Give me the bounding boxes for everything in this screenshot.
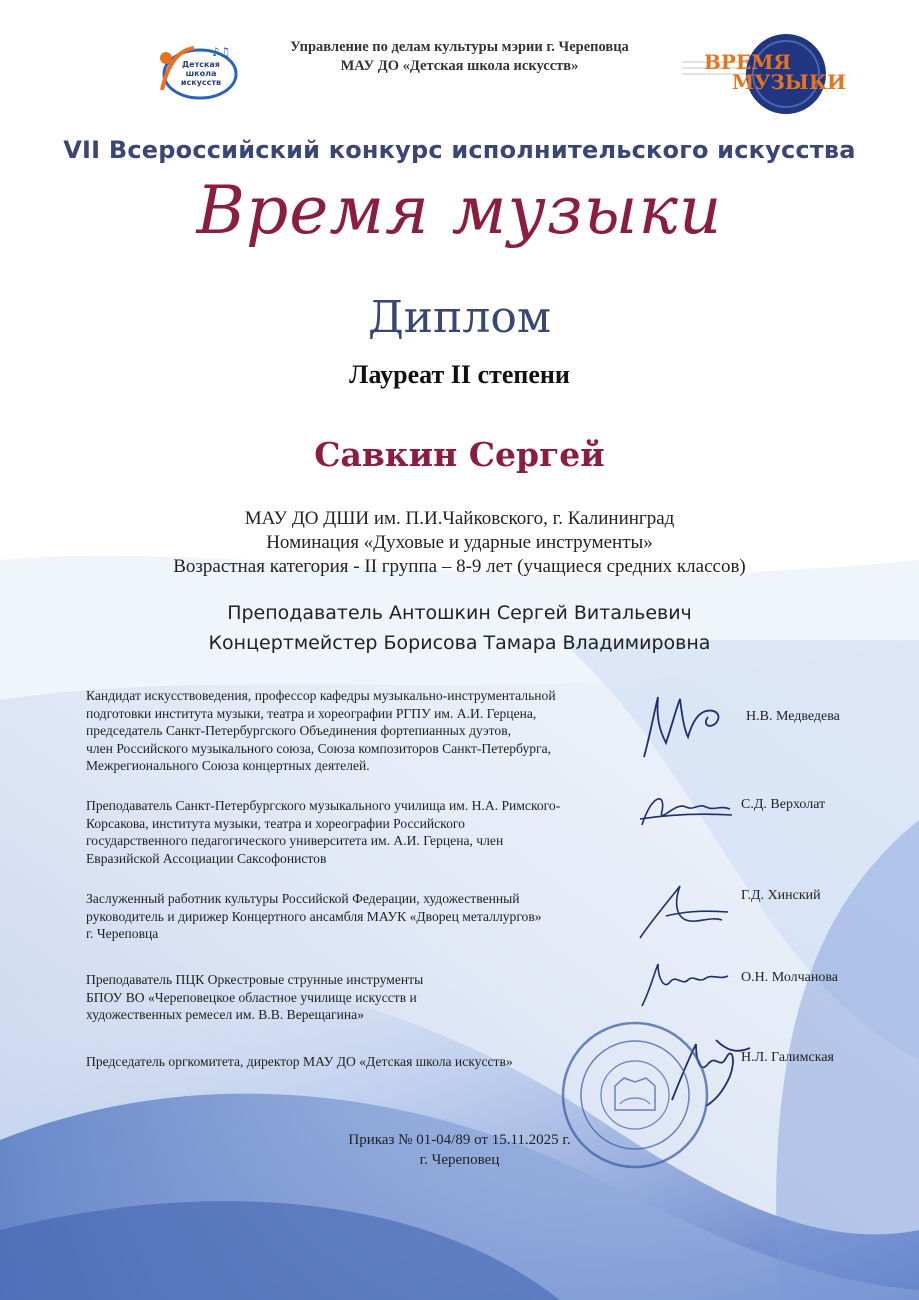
participant-info (0, 507, 919, 579)
signature-1 (636, 685, 736, 765)
school-logo-text: Детская школа искусств (180, 60, 222, 87)
order-reference (0, 1130, 919, 1170)
jury-name-2: С.Д. Верхолат (741, 797, 826, 812)
signature-3 (636, 876, 736, 946)
participant-name: Савкин Сергей (314, 435, 605, 474)
svg-text:♪♫: ♪♫ (212, 45, 231, 59)
jury-name-1: Н.В. Медведева (746, 709, 840, 724)
accompanist-line: Концертмейстер Борисова Тамара Владимировна (208, 632, 711, 654)
order-number: Приказ № 01-04/89 от 15.11.2025 г. (348, 1132, 571, 1148)
school-line: МАУ ДО ДШИ им. П.И.Чайковского, г. Калининград (244, 508, 675, 529)
order-city: г. Череповец (419, 1152, 500, 1168)
jury-name-3: Г.Д. Хинский (741, 888, 821, 903)
event-logo-text: ВРЕМЯ МУЗЫКИ (704, 50, 846, 94)
jury-description-4: Преподаватель ПЦК Оркестровые струнные инструменты БПОУ ВО «Череповецкое областное училище искусств и художественных ремесел им. В.В. Верещагина» (86, 972, 424, 1022)
organizer-header (0, 38, 919, 76)
jury-name-4: О.Н. Молчанова (741, 970, 839, 985)
jury-name-5: Н.Л. Галимская (741, 1050, 834, 1065)
signature-2 (636, 785, 736, 835)
organizer-line-1: Управление по делам культуры мэрии г. Череповца (290, 39, 629, 55)
jury-description-3: Заслуженный работник культуры Российской Федерации, художественный руководитель и дирижер Концертного ансамбля МАУК «Дворец металлургов» г. Череповца (86, 891, 542, 941)
jury-description-2: Преподаватель Санкт-Петербургского музыкального училища им. Н.А. Римского- Корсакова, института музыки, театра и хореографии Российского государственного педагогического университета им. А.И. Герцена, член Евразийской Ассоциации Саксофонистов (86, 798, 561, 866)
teacher-line: Преподаватель Антошкин Сергей Витальевич (227, 602, 692, 624)
contest-title: VII Всероссийский конкурс исполнительского искусства (63, 136, 856, 164)
nomination-line: Номинация «Духовые и ударные инструменты» (266, 532, 653, 553)
jury-description-5: Председатель оргкомитета, директор МАУ ДО «Детская школа искусств» (86, 1054, 513, 1069)
teachers-block (0, 598, 919, 658)
event-name: Время музыки (196, 172, 723, 249)
organizer-line-2: МАУ ДО «Детская школа искусств» (340, 58, 579, 74)
jury-description-1: Кандидат искусствоведения, профессор кафедры музыкально-инструментальной подготовки института музыки, театра и хореографии РГПУ им. А.И. Герцена, председатель Санкт-Петербургского Объединения фортепианных дуэтов, член Российского музыкального союза, Союза композиторов Санкт-Петербурга, Межрегионального Союза концертных деятелей. (86, 688, 556, 773)
age-category-line: Возрастная категория - II группа – 8-9 лет (учащиеся средних классов) (173, 556, 746, 577)
signature-4 (636, 960, 736, 1010)
award-degree: Лауреат II степени (349, 360, 570, 389)
diploma-heading: Диплом (367, 292, 552, 343)
